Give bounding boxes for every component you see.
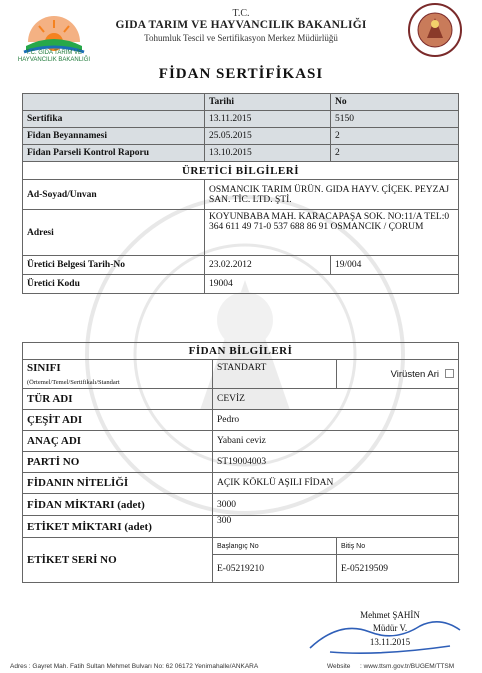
footer-address: Adres : Gayret Mah. Fatih Sultan Mehmet Bulvarı No: 62 06172 Yenimahalle/ANKARA: [10, 663, 259, 670]
sapling-lot-row: [23, 452, 459, 473]
sapling-amount-row: [23, 494, 459, 516]
producer-address-row: [23, 210, 459, 256]
footer-website-link[interactable]: : www.ttsm.gov.tr/BUGEM/TTSM: [360, 663, 455, 670]
header-tc: T.C.: [232, 8, 250, 19]
sapling-type-value: CEVİZ: [213, 389, 459, 410]
row-date: 13.10.2015: [205, 145, 331, 162]
producer-cert-no: 19/004: [331, 256, 459, 275]
table-header-row: [23, 94, 459, 111]
table-row: [23, 128, 459, 145]
sapling-class-value: STANDART: [213, 360, 337, 389]
row-date: 25.05.2015: [205, 128, 331, 145]
sapling-quality-value: AÇIK KÖKLÜ AŞILI FİDAN: [213, 473, 459, 494]
producer-section-title: ÜRETİCİ BİLGİLERİ: [23, 162, 459, 180]
header-ministry: GIDA TARIM VE HAYVANCILIK BAKANLIĞI: [115, 19, 367, 31]
sapling-quality-row: [23, 473, 459, 494]
sapling-section-row: [23, 343, 459, 360]
sapling-table: [22, 342, 459, 583]
sapling-rootstock-label: ANAÇ ADI: [23, 431, 213, 452]
sapling-type-label: TÜR ADI: [23, 389, 213, 410]
table-row: [23, 145, 459, 162]
signature-title: Müdür V.: [372, 623, 408, 633]
producer-cert-label: Üretici Belgesi Tarih-No: [23, 256, 205, 275]
sapling-variety-value: Pedro: [213, 410, 459, 431]
label-amount-value: 300: [213, 516, 459, 538]
sapling-class-label: SINIFI: [27, 361, 61, 374]
producer-code-row: [23, 275, 459, 294]
header-directorate: Tohumluk Tescil ve Sertifikasyon Merkez Müdürlüğü: [144, 33, 338, 43]
producer-name-row: [23, 180, 459, 210]
sapling-variety-label: ÇEŞİT ADI: [23, 410, 213, 431]
sapling-quality-label: FİDANIN NİTELİĞİ: [23, 473, 213, 494]
ministry-logo-text: T.C. GIDA TARIM VE HAYVANCILIK BAKANLIĞI: [17, 50, 91, 63]
label-amount-row: [23, 516, 459, 538]
row-date: 13.11.2015: [205, 111, 331, 128]
sapling-lot-value: ST19004003: [213, 452, 459, 473]
producer-address-value: KOYUNBABA MAH. KARACAPAŞA SOK. NO:11/A TEL:0 364 611 49 71-0 537 688 86 91 OSMANCIK / ÇORUM: [205, 210, 459, 256]
sapling-section-title: FİDAN BİLGİLERİ: [23, 343, 459, 360]
document-table: [22, 93, 459, 294]
producer-cert-date: 23.02.2012: [205, 256, 331, 275]
producer-cert-row: [23, 256, 459, 275]
sapling-rootstock-value: Yabani ceviz: [213, 431, 459, 452]
row-label: Sertifika: [23, 111, 205, 128]
col-date-header: Tarihi: [205, 94, 331, 111]
virus-free-cell: [337, 360, 459, 389]
sapling-lot-label: PARTİ NO: [23, 452, 213, 473]
producer-code-label: Üretici Kodu: [23, 275, 205, 294]
sapling-amount-value: 3000: [213, 494, 459, 516]
serial-end-value: E-05219509: [337, 555, 459, 583]
sapling-rootstock-row: [23, 431, 459, 452]
row-no: 2: [331, 128, 459, 145]
document-title: FİDAN SERTİFİKASI: [158, 66, 324, 82]
sapling-class-sub: (Örtemel/Temel/Sertifikalı/Standart: [27, 378, 120, 386]
row-no: 2: [331, 145, 459, 162]
row-no: 5150: [331, 111, 459, 128]
sapling-type-row: [23, 389, 459, 410]
serial-header-row: [23, 538, 459, 555]
virus-free-label: Virüsten Ari: [390, 368, 439, 380]
sapling-variety-row: [23, 410, 459, 431]
producer-code-value: 19004: [205, 275, 459, 294]
row-label: Fidan Parseli Kontrol Raporu: [23, 145, 205, 162]
label-amount-label: ETİKET MİKTARI (adet): [23, 516, 213, 538]
serial-start-value: E-05219210: [213, 555, 337, 583]
producer-name-value: OSMANCIK TARIM ÜRÜN. GIDA HAYV. ÇİÇEK. PEYZAJ SAN. TİC. LTD. ŞTİ.: [205, 180, 459, 210]
handwritten-signature: [300, 612, 470, 660]
signature-date: 13.11.2015: [369, 637, 411, 647]
producer-name-label: Ad-Soyad/Unvan: [23, 180, 205, 210]
sapling-amount-label: FİDAN MİKTARI (adet): [23, 494, 213, 516]
table-row: [23, 111, 459, 128]
header-empty-cell: [23, 94, 205, 111]
sapling-class-row: [23, 360, 459, 389]
footer-website-label: Website: [327, 663, 351, 670]
producer-address-label: Adresi: [23, 210, 205, 256]
sapling-class-label-cell: [23, 360, 213, 389]
signature-name: Mehmet ŞAHİN: [360, 610, 420, 620]
row-label: Fidan Beyannamesi: [23, 128, 205, 145]
serial-start-label: Başlangıç No: [213, 538, 337, 555]
serial-end-label: Bitiş No: [337, 538, 459, 555]
serial-label: ETİKET SERİ NO: [23, 538, 213, 583]
col-no-header: No: [331, 94, 459, 111]
virus-free-checkbox[interactable]: [445, 369, 454, 378]
producer-section-row: [23, 162, 459, 180]
